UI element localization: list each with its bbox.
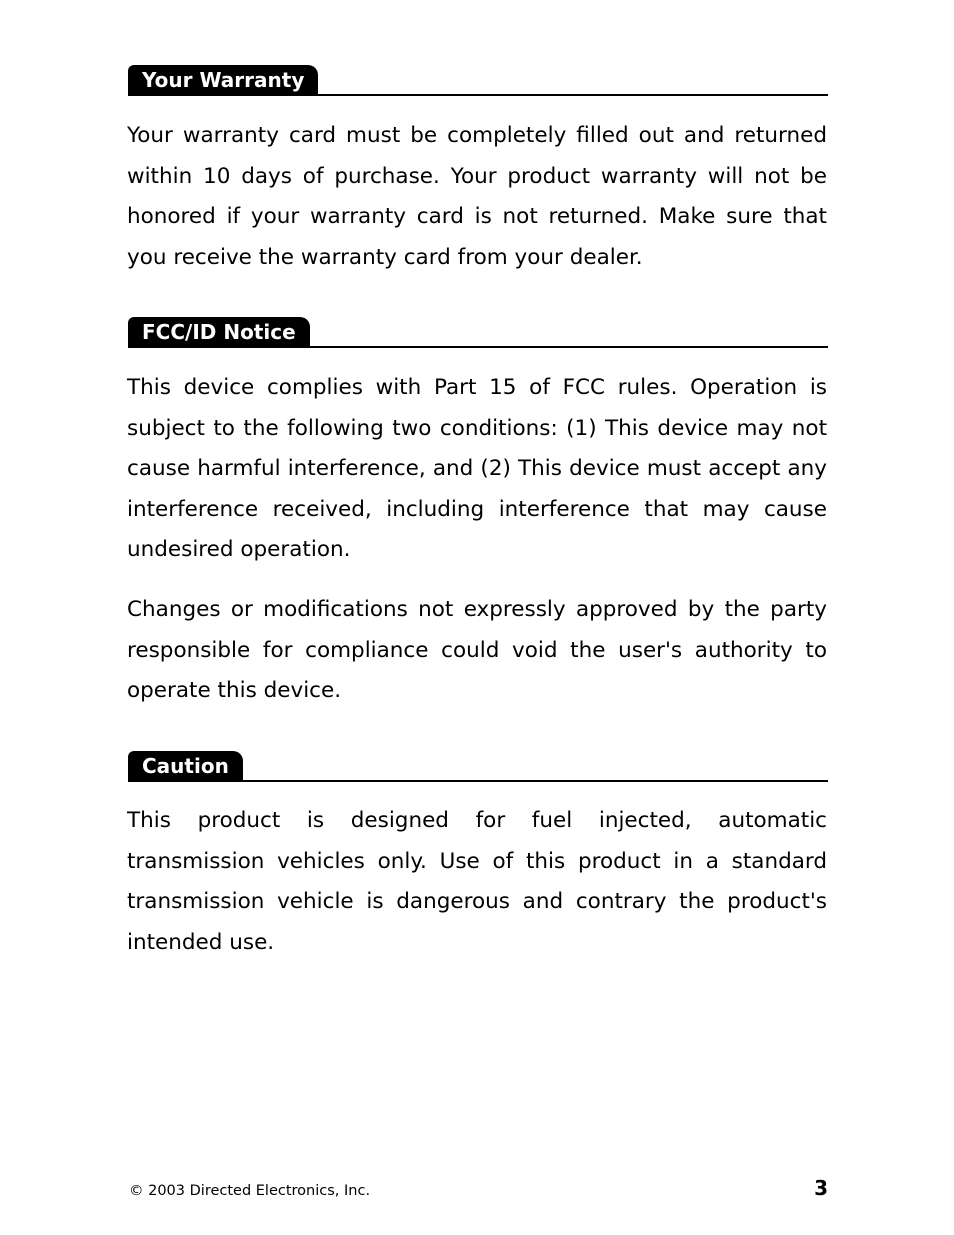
warranty-section-header — [128, 64, 828, 96]
fcc-heading: FCC/ID Notice — [128, 317, 310, 348]
page-number: 3 — [814, 1176, 828, 1200]
fcc-paragraph-2: Changes or modifications not expressly approved by the party responsible for compliance could void the user's authority to operate this device. — [127, 597, 827, 703]
caution-paragraph: This product is designed for fuel injected, automatic transmission vehicles only. Use of this product in a standard transmission vehicle is dangerous and contrary the product's intended use. — [127, 808, 827, 955]
caution-section-header — [128, 750, 828, 782]
fcc-paragraph-1: This device complies with Part 15 of FCC rules. Operation is subject to the following two conditions: (1) This device may not cause harmful interference, and (2) This device must accept any interference received, including interference that may cause undesired operation. — [127, 375, 827, 562]
fcc-section-header — [128, 316, 828, 348]
copyright-notice: © 2003 Directed Electronics, Inc. — [129, 1183, 371, 1199]
caution-heading: Caution — [128, 751, 243, 782]
warranty-paragraph: Your warranty card must be completely filled out and returned within 10 days of purchase. Your product warranty will not be honored if your warranty card is not returned. Make sure that you receive the warranty card from your dealer. — [127, 123, 827, 270]
warranty-heading: Your Warranty — [128, 65, 318, 96]
